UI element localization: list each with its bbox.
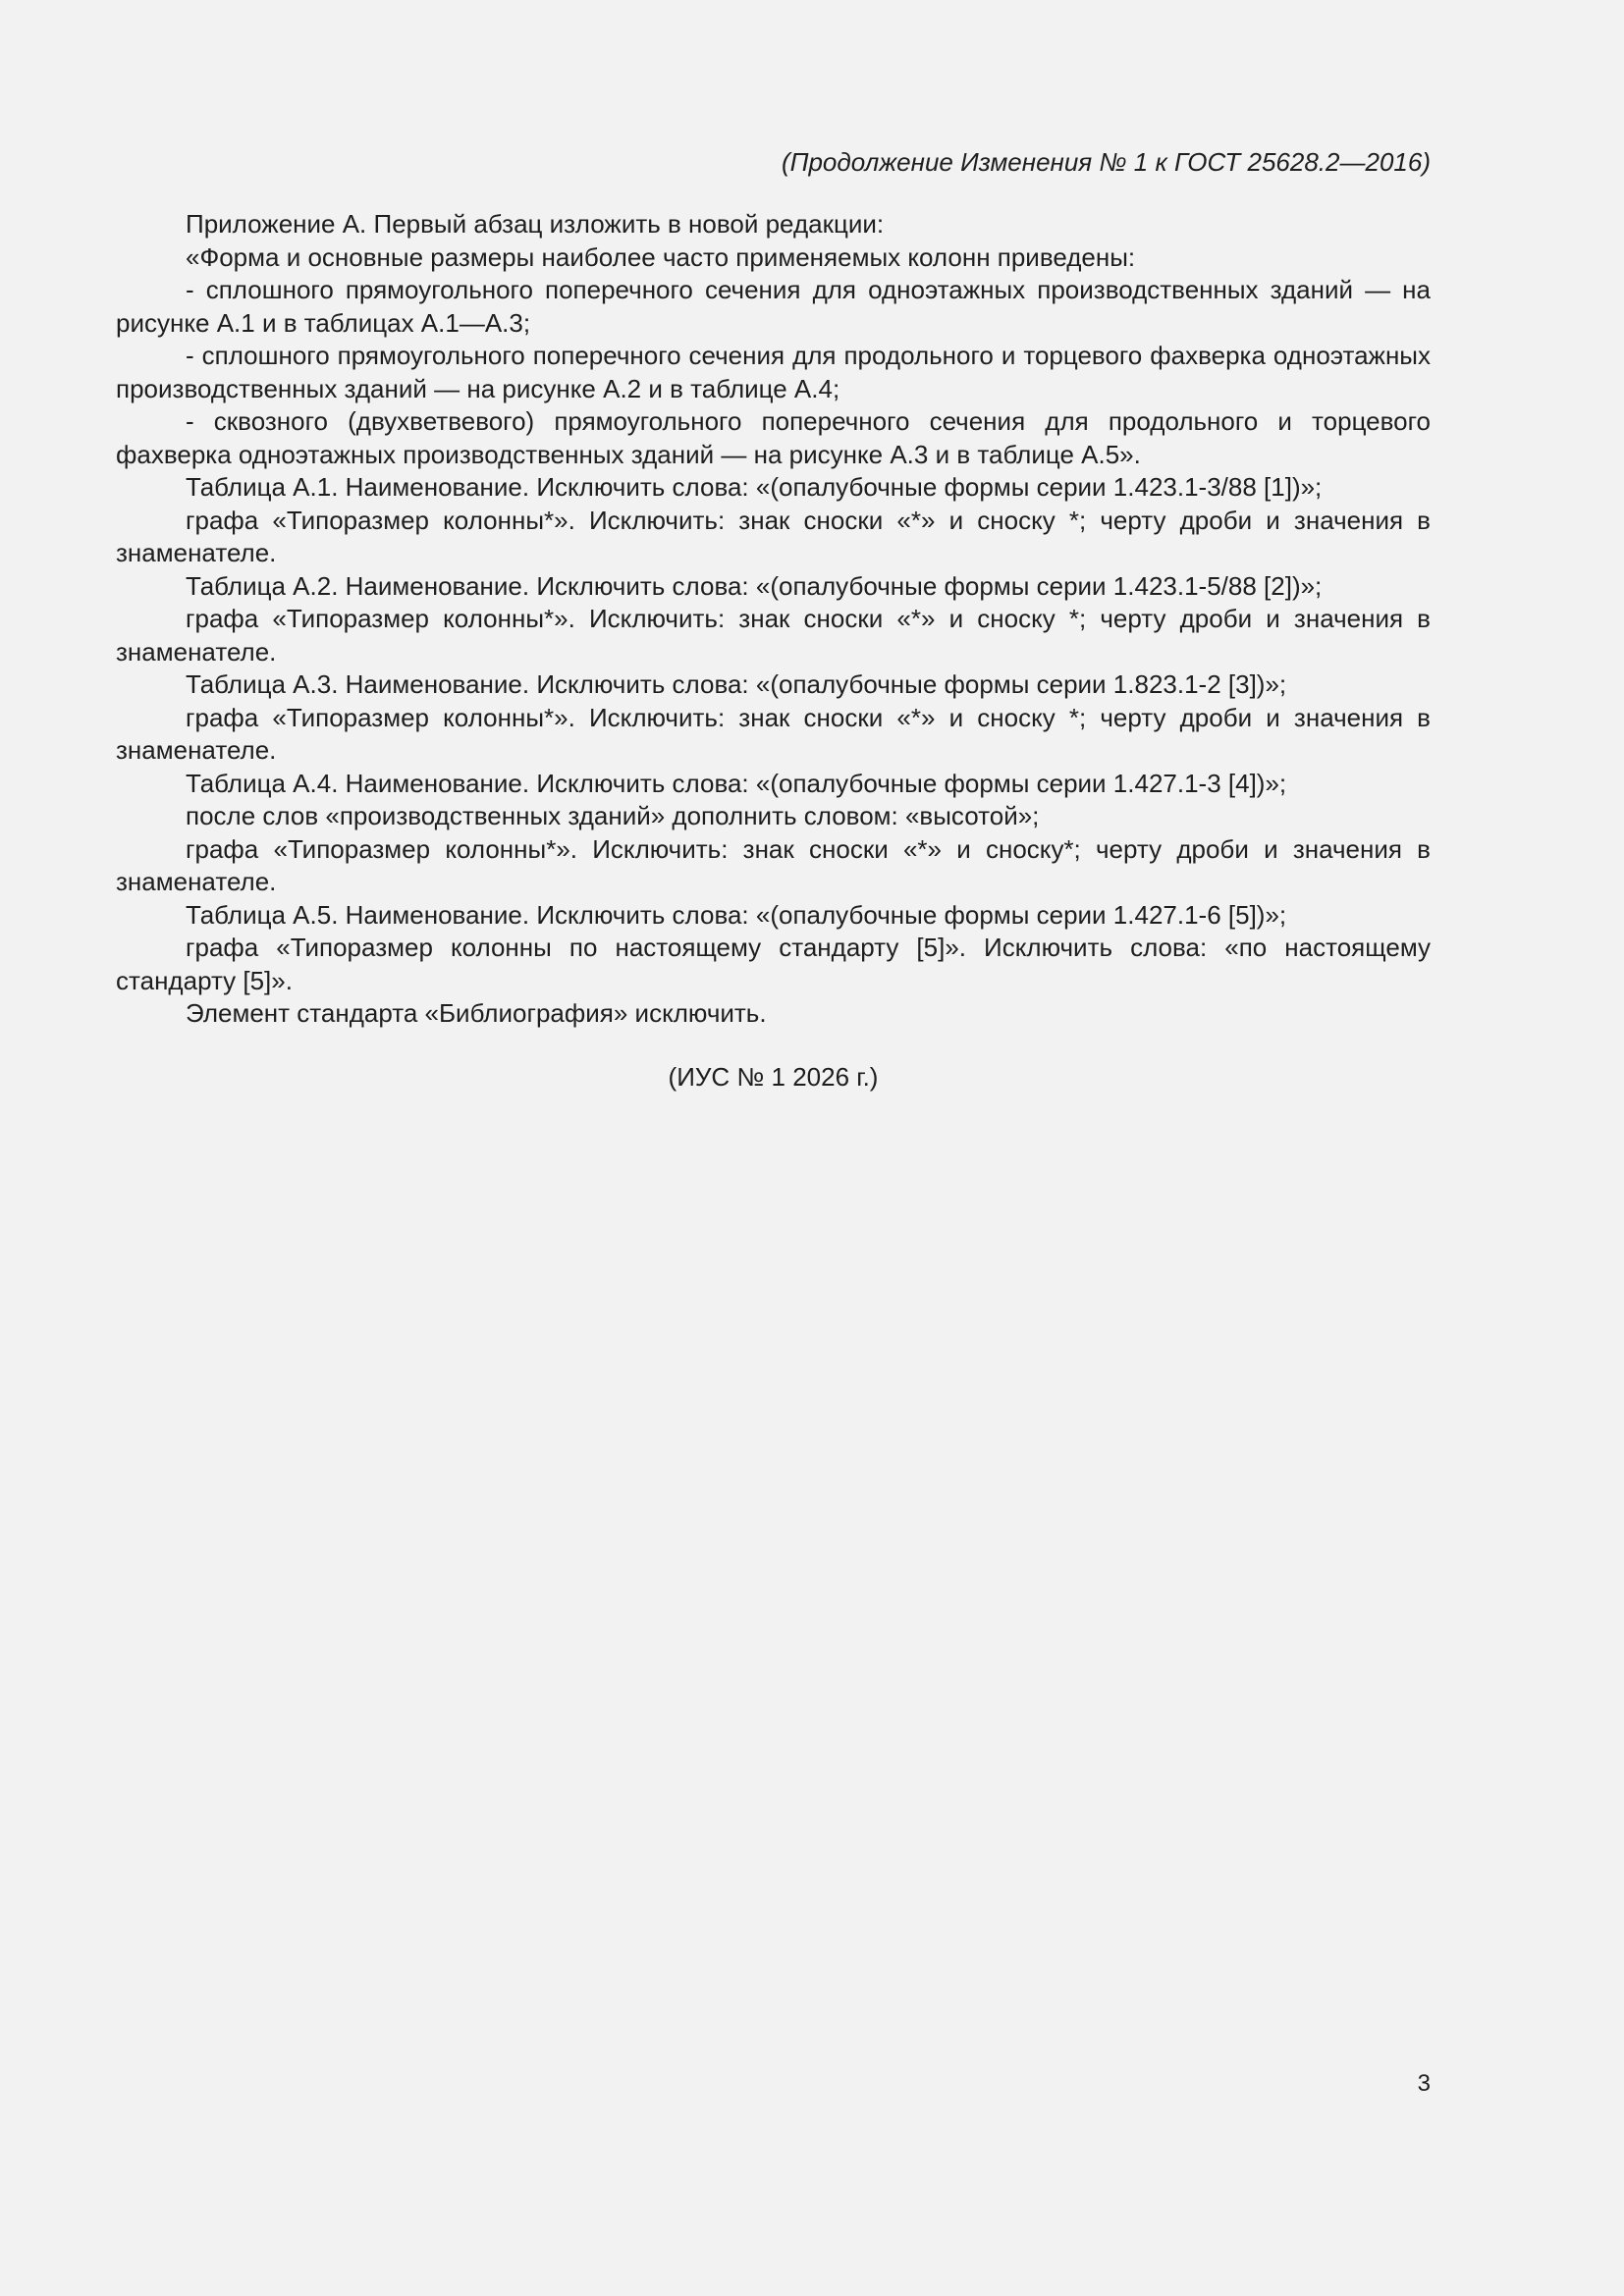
paragraph-table-a2-title: Таблица А.2. Наименование. Исключить слова: «(опалубочные формы серии 1.423.1-5/88 [2])»; [186,570,1323,601]
paragraph-table-a5-title: Таблица А.5. Наименование. Исключить слова: «(опалубочные формы серии 1.427.1-6 [5])»; [186,899,1287,930]
paragraph-table-a3-column: графа «Типоразмер колонны*». Исключить: знак сноски «*» и сноску *; черту дроби и значения в знаменателе. [116,702,1431,765]
paragraph-table-a4-title: Таблица А.4. Наименование. Исключить слова: «(опалубочные формы серии 1.427.1-3 [4])»; [186,768,1287,798]
paragraph-table-a3-title: Таблица А.3. Наименование. Исключить слова: «(опалубочные формы серии 1.823.1-2 [3])»; [186,669,1287,699]
paragraph-table-a1-column: графа «Типоразмер колонны*». Исключить: знак сноски «*» и сноску *; черту дроби и значения в знаменателе. [116,505,1431,567]
paragraph-solid-single-storey: - сплошного прямоугольного поперечного сечения для одноэтажных производственных зданий — на рисунке А.1 и в таблицах А.1—А.3; [116,275,1431,338]
page-number: 3 [1417,2070,1431,2097]
paragraph-solid-framework: - сплошного прямоугольного поперечного сечения для продольного и торцевого фахверка одноэтажных производственных зданий — на рисунке А.2 и в таблице А.4; [116,341,1431,403]
paragraph-appendix-a: Приложение А. Первый абзац изложить в новой редакции: [186,209,885,239]
amendment-body [116,208,1431,1031]
running-header: (Продолжение Изменения № 1 к ГОСТ 25628.2—2016) [781,147,1431,177]
paragraph-bibliography: Элемент стандарта «Библиография» исключить. [186,998,767,1028]
paragraph-table-a4-addition: после слов «производственных зданий» дополнить словом: «высотой»; [186,801,1040,830]
paragraph-table-a5-column: графа «Типоразмер колонны по настоящему стандарту [5]». Исключить слова: «по настоящему стандарту [5]». [116,933,1431,995]
paragraph-through-two-branch: - сквозного (двухветвевого) прямоугольного поперечного сечения для продольного и торцевого фахверка одноэтажных производственных зданий — на рисунке А.3 и в таблице А.5». [116,406,1431,469]
paragraph-table-a4-column: графа «Типоразмер колонны*». Исключить: знак сноски «*» и сноску*; черту дроби и значения в знаменателе. [116,833,1431,896]
ius-note: (ИУС № 1 2026 г.) [668,1062,879,1092]
paragraph-table-a2-column: графа «Типоразмер колонны*». Исключить: знак сноски «*» и сноску *; черту дроби и значения в знаменателе. [116,604,1431,667]
paragraph-columns-intro: «Форма и основные размеры наиболее часто применяемых колонн приведены: [186,241,1136,272]
paragraph-table-a1-title: Таблица А.1. Наименование. Исключить слова: «(опалубочные формы серии 1.423.1-3/88 [1])»; [186,472,1323,502]
